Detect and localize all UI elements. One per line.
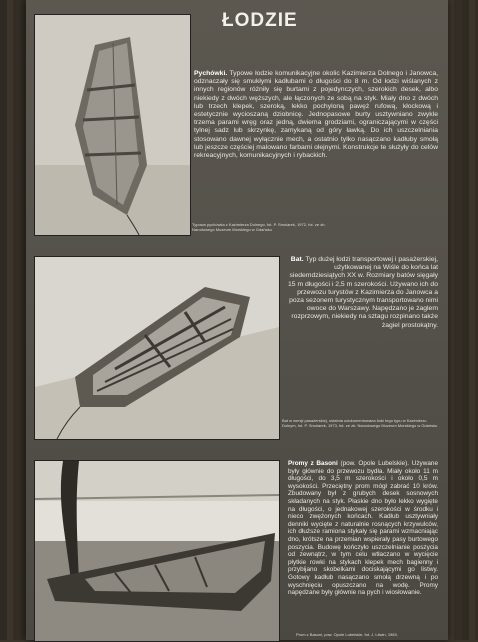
section-prom-text — [288, 460, 438, 597]
section-prom-heading: Promy z Basoni — [288, 460, 338, 467]
section-pychowki-body: Typowe łodzie komunikacyjne okolic Kazimierza Dolnego i Janowca, odznaczały się smukłymi kadłubami o długości do 8 m. Od łodzi wiślanych z innych regionów różniły się burtami z pojedynczych, szerokich desek, albo niekiedy z dwóch węższych, ale łączonych ze sobą na styk. Miały dno z dwóch lub trzech klepek, szeroką, lekko pochyloną pawęż rufową, kłockową i estetycznie wycioszaną dziobnicę. Jednopasowe burty usztywniano zwykle trzema parami wręg oraz jedną, dwiema grodziami, ograniczającymi w części tylnej sadz lub skrzynkę, zamykaną od góry ławką. Do ich uszczelniania stosowano dawnej wyłącznie mech, a ostatnio tylko nasączano kadłuby smołą lub jeszcze częściej malowano farbami olejnymi. Konstrukcje te służyły do celów rekreacyjnych, komunikacyjnych i rybackich. — [194, 70, 438, 160]
photo-bat — [34, 256, 280, 440]
section-bat-heading: Bat. — [290, 256, 304, 263]
photo-caption-prom: Prom z Basoni, pow. Opole Lubelskie, fot. J. Litwin, 1983. — [296, 632, 398, 637]
board-title: ŁODZIE — [222, 10, 298, 31]
section-bat-text — [282, 256, 438, 330]
photo-prom — [34, 460, 280, 642]
section-pychowki-text — [194, 70, 438, 160]
photo-caption-pychowka: Typowa pychówka z Kazimierza Dolnego, fot. P. Smolarek, 1972, fot. ze zb. Narodowego Muzeum Morskiego w Gdańsku — [192, 222, 326, 232]
exhibition-board — [26, 0, 448, 640]
section-prom-body: Używane były głównie do przewozu bydła. Miały około 11 m długości, do 3,5 m szerokości i około 0,5 m wysokości. Przeciętny prom mógł zabrać 10 krów. Zbudowany był z grubych desek sosnowych składanych na styk. Płaskie dno było lekko wygięte na długości, o jednakowej szerokości w środku i nieco zwężonych końcach. Kadłub usztywniały denniki wycięte z naturalnie rosnących krzywulców, ich dłuższe ramiona stykały się parami wzmacniając dno, krótsze na przemian wspierały pasy burtowego poszycia. Budowę kończyło uszczelnianie poszycia od zewnątrz, w tym celu wtłaczano w wycięcie płytkie rowki na stykach klepek mech bagienny i przybijano skobelkami dociskającymi go listwy. Gotowy kadłub nasączano smołą drzewną i po wyschnięciu opuszczano na wodę. Promy napędzane były głównie na pych i wiosłowanie. — [288, 460, 439, 597]
section-bat-body: Typ dużej łodzi transportowej i pasażerskiej, użytkowanej na Wiśle do końca lat siedemdziesiątych XX w. Rozmiary batów sięgały 15 m długości i 2,5 m szerokości. Używano ich do przewozu turystów z Kazimierza do Janowca a poza sezonem turystycznym transportowano nimi owoce do Warszawy. Napędzano je żaglem rozprzowym, niekiedy na sztagu rozpinano także żagiel prostokątny. — [288, 256, 438, 329]
photo-caption-bat: Bat w wersji pasażerskiej, ostatnia udokumentowana łódź tego typu w Kazimierzu Dolnym, fot. P. Smolarek, 1973, fot. ze zb. Narodowego Muzeum Morskiego w Gdańsku — [282, 418, 438, 428]
section-prom-subheading: (pow. Opole Lubelskie). — [340, 460, 410, 467]
section-pychowki-heading: Pychówki. — [194, 70, 228, 77]
photo-pychowka — [34, 14, 191, 236]
